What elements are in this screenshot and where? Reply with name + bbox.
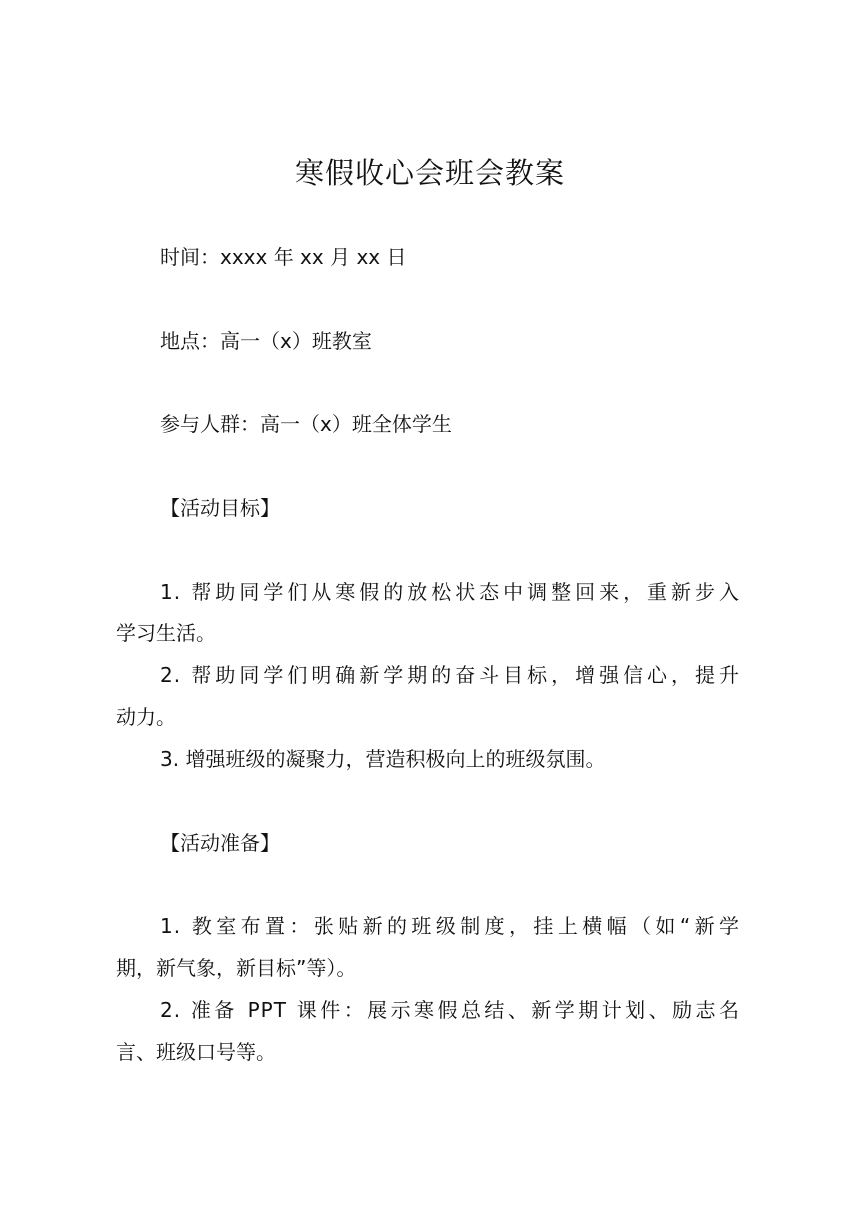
meta-participants: 参与人群：高一（x）班全体学生 (160, 412, 452, 436)
goal-item-2-line2: 动力。 (116, 705, 176, 729)
section-heading-prep: 【活动准备】 (160, 831, 280, 855)
goal-item-3: 3. 增强班级的凝聚力，营造积极向上的班级氛围。 (160, 747, 606, 771)
prep-item-1-line1: 1. 教室布置：张贴新的班级制度，挂上横幅（如“新学 (160, 914, 740, 938)
prep-item-2-line1: 2. 准备 PPT 课件：展示寒假总结、新学期计划、励志名 (160, 998, 740, 1022)
goal-item-2-line1: 2. 帮助同学们明确新学期的奋斗目标，增强信心，提升 (160, 663, 740, 687)
meta-time: 时间：xxxx 年 xx 月 xx 日 (160, 245, 407, 269)
meta-place: 地点：高一（x）班教室 (160, 329, 372, 353)
prep-item-2-line2: 言、班级口号等。 (116, 1040, 276, 1064)
prep-item-1-line2: 期，新气象，新目标”等）。 (116, 956, 357, 980)
document-title: 寒假收心会班会教案 (294, 156, 565, 190)
goal-item-1-line1: 1. 帮助同学们从寒假的放松状态中调整回来，重新步入 (160, 580, 740, 604)
goal-item-1-line2: 学习生活。 (116, 621, 216, 645)
section-heading-goals: 【活动目标】 (160, 496, 280, 520)
